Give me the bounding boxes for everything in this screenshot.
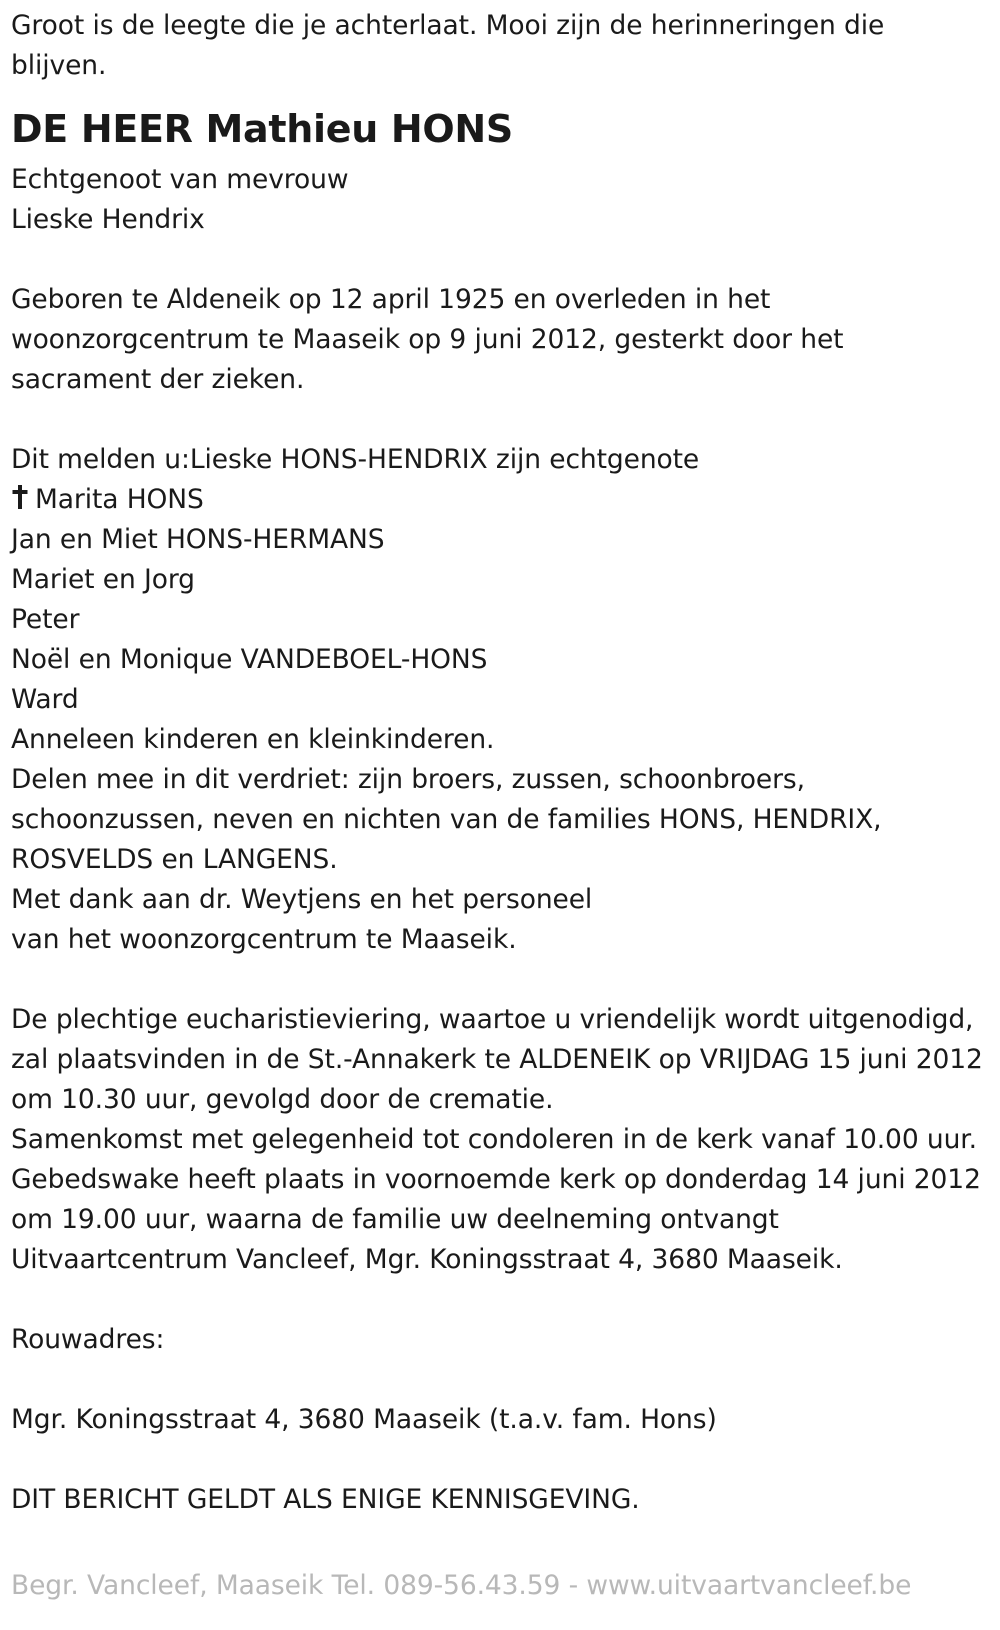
spacer: [11, 1280, 996, 1320]
family-line-8: Anneleen kinderen en kleinkinderen.: [11, 724, 495, 755]
obituary-document: [11, 6, 996, 1520]
spouse-line-1: Echtgenoot van mevrouw: [11, 164, 349, 195]
family-line-5: Peter: [11, 604, 80, 635]
family-line-9: Delen mee in dit verdriet: zijn broers, zussen, schoonbroers,: [11, 764, 805, 795]
birth-death-line-3: sacrament der zieken.: [11, 364, 305, 395]
family-line-6: Noël en Monique VANDEBOEL-HONS: [11, 644, 488, 675]
birth-death-line-2: woonzorgcentrum te Maaseik op 9 juni 2012, gesterkt door het: [11, 324, 844, 355]
family-line-13: van het woonzorgcentrum te Maaseik.: [11, 924, 517, 955]
spacer: [11, 1440, 996, 1480]
address-label: Rouwadres:: [11, 1324, 165, 1355]
spacer: [11, 1360, 996, 1400]
deceased-name-heading: DE HEER Mathieu HONS: [11, 107, 513, 151]
family-line-7: Ward: [11, 684, 79, 715]
ceremony-line-5: Gebedswake heeft plaats in voornoemde kerk op donderdag 14 juni 2012: [11, 1164, 981, 1195]
funeral-home-footer: Begr. Vancleef, Maaseik Tel. 089-56.43.59 - www.uitvaartvancleef.be: [11, 1570, 912, 1601]
family-line-4: Mariet en Jorg: [11, 564, 195, 595]
cross-icon: [11, 482, 29, 508]
family-line-10: schoonzussen, neven en nichten van de families HONS, HENDRIX,: [11, 804, 882, 835]
spacer: [11, 240, 996, 280]
spacer: [11, 400, 996, 440]
ceremony-line-2: zal plaatsvinden in de St.-Annakerk te ALDENEIK op VRIJDAG 15 juni 2012: [11, 1044, 983, 1075]
spouse-line-2: Lieske Hendrix: [11, 204, 205, 235]
family-line-3: Jan en Miet HONS-HERMANS: [11, 524, 385, 555]
intro-quote-line-2: blijven.: [11, 50, 107, 81]
ceremony-line-7: Uitvaartcentrum Vancleef, Mgr. Koningsstraat 4, 3680 Maaseik.: [11, 1244, 843, 1275]
intro-quote-line-1: Groot is de leegte die je achterlaat. Mooi zijn de herinneringen die: [11, 10, 885, 41]
family-line-12: Met dank aan dr. Weytjens en het personeel: [11, 884, 593, 915]
ceremony-line-6: om 19.00 uur, waarna de familie uw deelneming ontvangt: [11, 1204, 779, 1235]
ceremony-line-3: om 10.30 uur, gevolgd door de crematie.: [11, 1084, 554, 1115]
ceremony-line-4: Samenkomst met gelegenheid tot condoleren in de kerk vanaf 10.00 uur.: [11, 1124, 977, 1155]
spacer: [11, 960, 996, 1000]
family-line-2-text: Marita HONS: [35, 484, 204, 515]
family-line-11: ROSVELDS en LANGENS.: [11, 844, 338, 875]
address-value: Mgr. Koningsstraat 4, 3680 Maaseik (t.a.v. fam. Hons): [11, 1404, 717, 1435]
notice-line: DIT BERICHT GELDT ALS ENIGE KENNISGEVING.: [11, 1484, 640, 1515]
birth-death-line-1: Geboren te Aldeneik op 12 april 1925 en overleden in het: [11, 284, 771, 315]
family-line-deceased-daughter: [11, 480, 996, 520]
ceremony-line-1: De plechtige eucharistieviering, waartoe u vriendelijk wordt uitgenodigd,: [11, 1004, 974, 1035]
family-line-1: Dit melden u:Lieske HONS-HENDRIX zijn echtgenote: [11, 444, 700, 475]
title-block: [11, 98, 996, 160]
